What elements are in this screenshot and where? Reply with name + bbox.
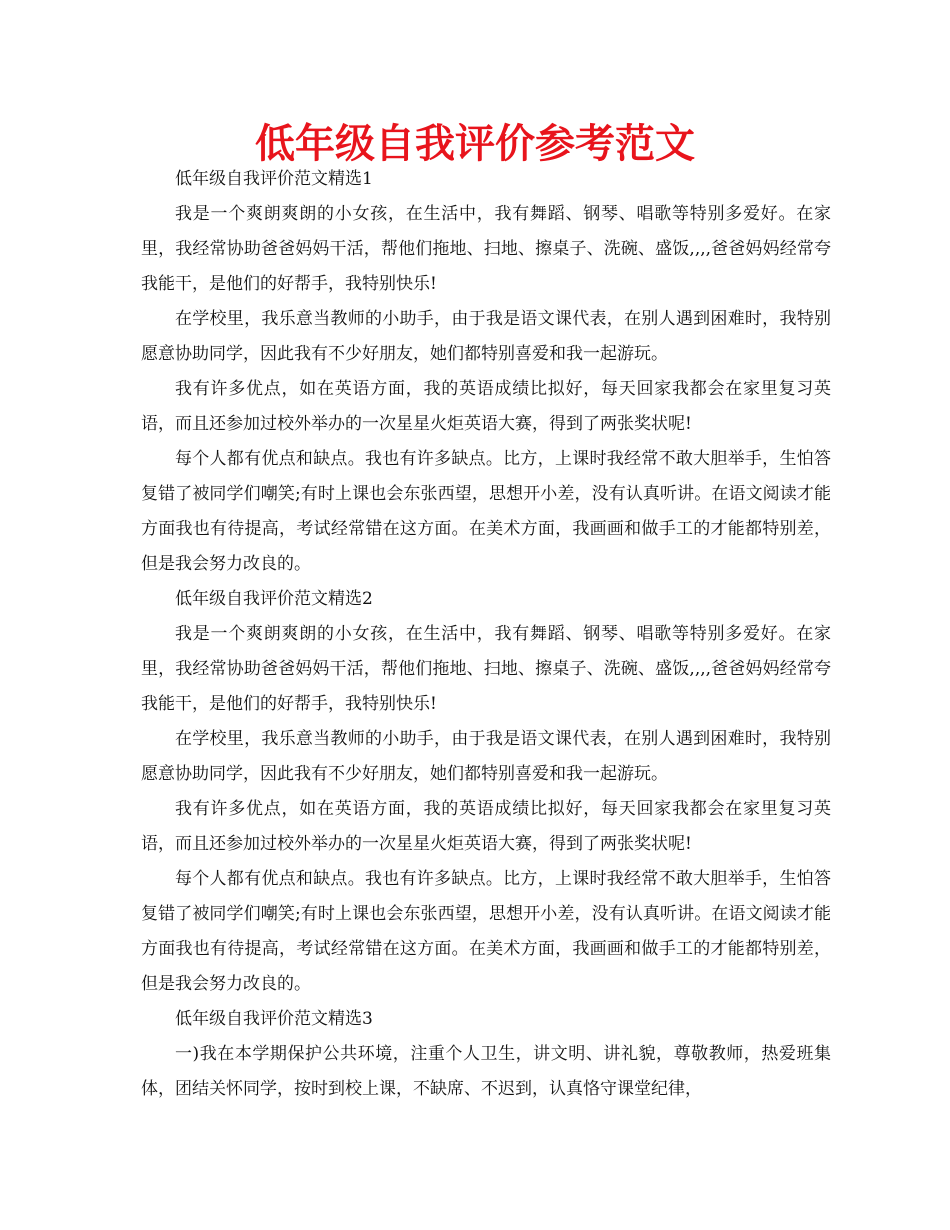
paragraph: 我是一个爽朗爽朗的小女孩，在生活中，我有舞蹈、钢琴、唱歌等特别多爱好。在家里，我经常协助爸爸妈妈干活，帮他们拖地、扫地、擦桌子、洗碗、盛饭,,,,爸爸妈妈经常夸我能干，是他们的好帮手，我特别快乐! [141,624,831,714]
paragraph: 在学校里，我乐意当教师的小助手，由于我是语文课代表，在别人遇到困难时，我特别愿意协助同学，因此我有不少好朋友，她们都特别喜爱和我一起游玩。 [141,309,831,364]
paragraph: 我有许多优点，如在英语方面，我的英语成绩比拟好，每天回家我都会在家里复习英语，而且还参加过校外举办的一次星星火炬英语大赛，得到了两张奖状呢! [141,379,831,434]
paragraph: 在学校里，我乐意当教师的小助手，由于我是语文课代表，在别人遇到困难时，我特别愿意协助同学，因此我有不少好朋友，她们都特别喜爱和我一起游玩。 [141,729,831,784]
paragraph: 每个人都有优点和缺点。我也有许多缺点。比方，上课时我经常不敢大胆举手，生怕答复错了被同学们嘲笑;有时上课也会东张西望，思想开小差，没有认真听讲。在语文阅读才能方面我也有待提高，考试经常错在这方面。在美术方面，我画画和做手工的才能都特别差，但是我会努力改良的。 [141,869,831,994]
paragraph: 每个人都有优点和缺点。我也有许多缺点。比方，上课时我经常不敢大胆举手，生怕答复错了被同学们嘲笑;有时上课也会东张西望，思想开小差，没有认真听讲。在语文阅读才能方面我也有待提高，考试经常错在这方面。在美术方面，我画画和做手工的才能都特别差，但是我会努力改良的。 [141,449,831,574]
section-heading-3: 低年级自我评价范文精选3 [175,1009,373,1029]
section-heading-2: 低年级自我评价范文精选2 [175,589,373,609]
document-title: 低年级自我评价参考范文 [255,121,695,167]
section-heading-1: 低年级自我评价范文精选1 [175,169,373,189]
paragraph: 我是一个爽朗爽朗的小女孩，在生活中，我有舞蹈、钢琴、唱歌等特别多爱好。在家里，我经常协助爸爸妈妈干活，帮他们拖地、扫地、擦桌子、洗碗、盛饭,,,,爸爸妈妈经常夸我能干，是他们的好帮手，我特别快乐! [141,204,831,294]
paragraph: 一)我在本学期保护公共环境，注重个人卫生，讲文明、讲礼貌，尊敬教师，热爱班集体，团结关怀同学，按时到校上课，不缺席、不迟到，认真恪守课堂纪律， [141,1044,831,1099]
paragraph: 我有许多优点，如在英语方面，我的英语成绩比拟好，每天回家我都会在家里复习英语，而且还参加过校外举办的一次星星火炬英语大赛，得到了两张奖状呢! [141,799,831,854]
document-body [141,162,831,1107]
